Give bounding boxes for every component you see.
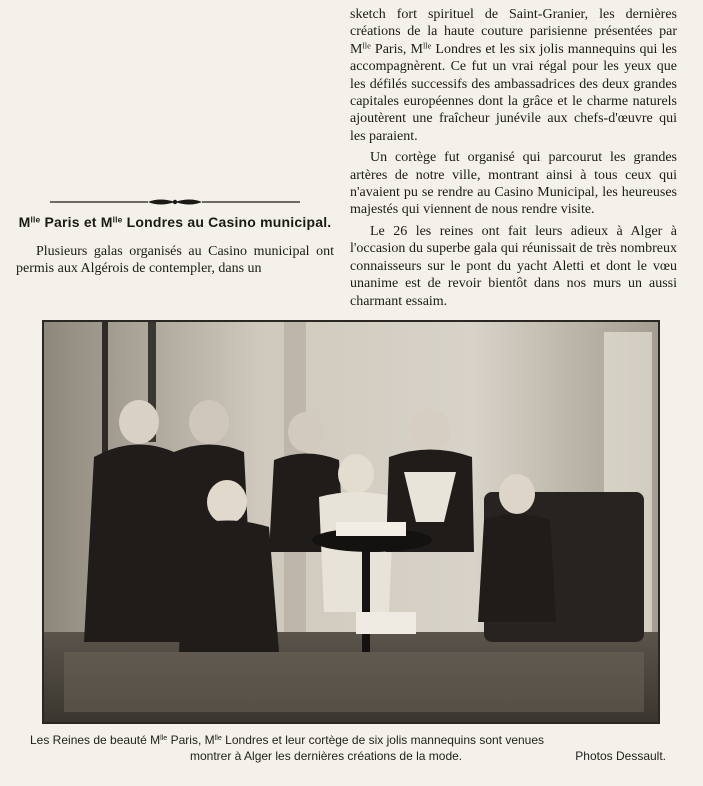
right-paragraph-1: sketch fort spirituel de Saint-Granier, les dernières créations de la haute couture parisienne présentées par $M^{lle}$ Paris, $M^{lle}$ Londres et les six jolis mannequins qui les accompagnèrent. Ce fut un vrai régal pour les yeux que les défilés successifs des ambassadrices des deux grandes capitales européennes dont la grâce et le charme naturels ajoutèrent une fraîcheur junévile aux chefs-d'œuvre qui les paraient.: [350, 7, 677, 144]
right-column: [350, 6, 677, 314]
group-photo: [42, 320, 660, 724]
article-headline: $M^{lle}$ Paris et $M^{lle}$ Londres au Casino municipal.: [18, 214, 332, 230]
photo-illustration: [44, 322, 658, 722]
left-paragraph: Plusieurs galas organisés au Casino municipal ont permis aux Algérois de contempler, dans un: [16, 244, 334, 277]
right-paragraph-2: Un cortège fut organisé qui parcourut les grandes artères de notre ville, montrant ainsi à tous ceux qui n'avaient pu se rendre au Casino Municipal, les heureuses majestés qui viennent de nous rendre visite.: [350, 150, 677, 218]
left-column: [16, 196, 334, 278]
decorative-rule-icon: [50, 196, 300, 208]
photo-caption: [30, 732, 678, 764]
caption-line-1: Les Reines de beauté $M^{lle}$ Paris, $M^{lle}$ Londres et leur cortège de six jolis mannequins sont venues: [30, 733, 545, 747]
left-body: [16, 243, 334, 278]
caption-line-2: montrer à Alger les dernières créations de la mode.: [190, 749, 463, 763]
photo-credit: Photos Dessault.: [575, 749, 666, 763]
right-paragraph-3: Le 26 les reines ont fait leurs adieux à Alger à l'occasion du superbe gala qui réunissait de très nombreux connaisseurs sur le pont du yacht Aletti et dont le vœu unanime est de revoir bientôt dans nos murs un aussi charmant essaim.: [350, 223, 677, 309]
